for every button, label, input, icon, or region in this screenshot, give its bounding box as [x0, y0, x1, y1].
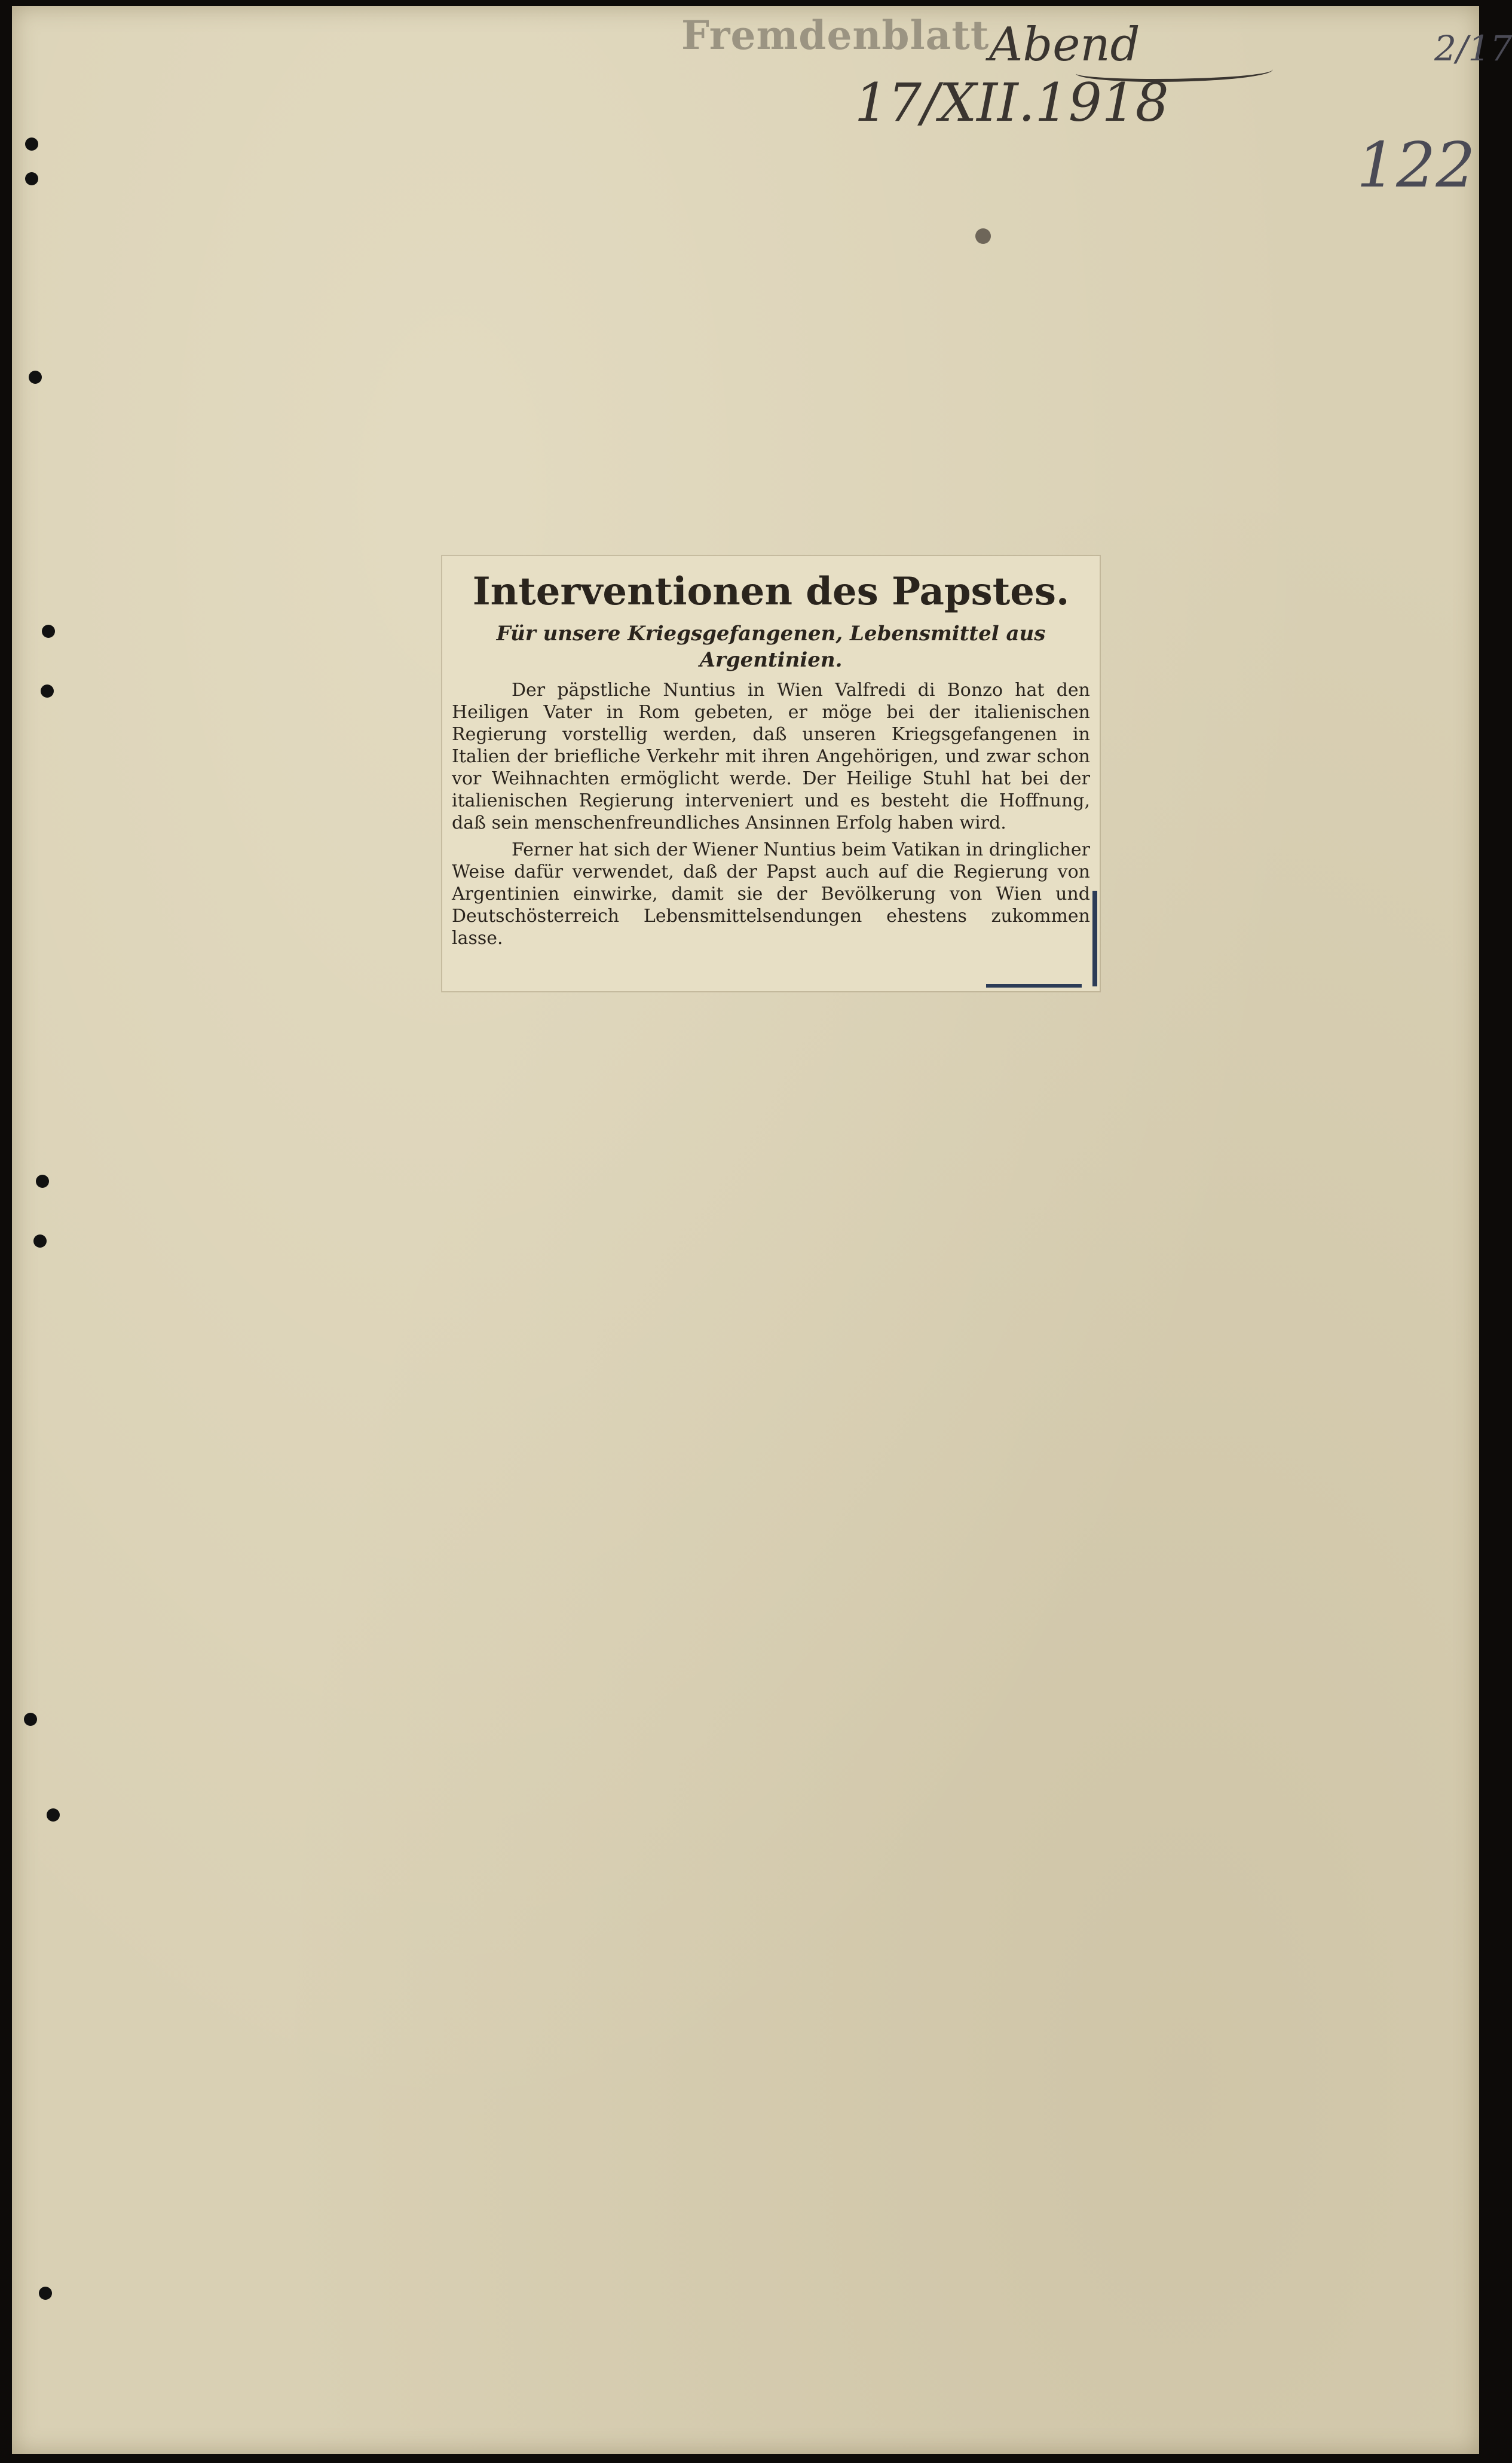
- clipping-paragraph: Der päpstliche Nuntius in Wien Valfredi di Bonzo hat den Heiligen Vater in Rom gebeten, er möge bei der italienischen Regierung vorstellig werden, daß unseren Kriegsgefangenen in Italien der briefliche Verkehr mit ihren Angehörigen, und zwar schon vor Weihnachten ermöglicht werde. Der Heilige Stuhl hat bei der italienischen Regierung interveniert und es besteht die Hoffnung, daß sein menschenfreundliches Ansinnen Erfolg haben wird.: [452, 680, 1090, 833]
- punch-hole: [39, 2287, 52, 2300]
- punch-hole: [25, 172, 38, 185]
- clipping-paragraph: Ferner hat sich der Wiener Nuntius beim Vatikan in dringlicher Weise dafür verwendet, daß der Papst auch auf die Regierung von Argentinien einwirke, damit sie der Bevölkerung von Wien und Deutschösterreich Lebensmittelsendungen ehestens zukommen lasse.: [452, 839, 1090, 949]
- punch-hole: [42, 625, 55, 638]
- punch-hole: [25, 137, 38, 151]
- clipping-subheadline: Für unsere Kriegsgefangenen, Lebensmittel aus Argentinien.: [496, 622, 1046, 672]
- blue-pencil-mark: [1092, 891, 1097, 986]
- punch-hole: [29, 371, 42, 384]
- archive-sheet: [12, 6, 1512, 2454]
- clipping-headline: Interventionen des Papstes.: [472, 569, 1070, 614]
- punch-hole: [41, 684, 54, 698]
- newspaper-clipping: [442, 556, 1100, 991]
- handwritten-folio-number: 122: [1357, 129, 1476, 201]
- ink-spot: [975, 228, 991, 244]
- punch-hole: [24, 1713, 37, 1726]
- punch-hole: [36, 1175, 49, 1188]
- punch-hole: [47, 1808, 60, 1822]
- handwritten-corner-mark: 2/17: [1434, 28, 1512, 69]
- handwritten-edition: Abend: [989, 18, 1140, 72]
- blue-pencil-mark: [986, 984, 1082, 988]
- handwritten-date: 17/XII.1918: [855, 72, 1169, 133]
- newspaper-stamp: Fremdenblatt: [681, 12, 990, 59]
- punch-hole: [33, 1234, 47, 1248]
